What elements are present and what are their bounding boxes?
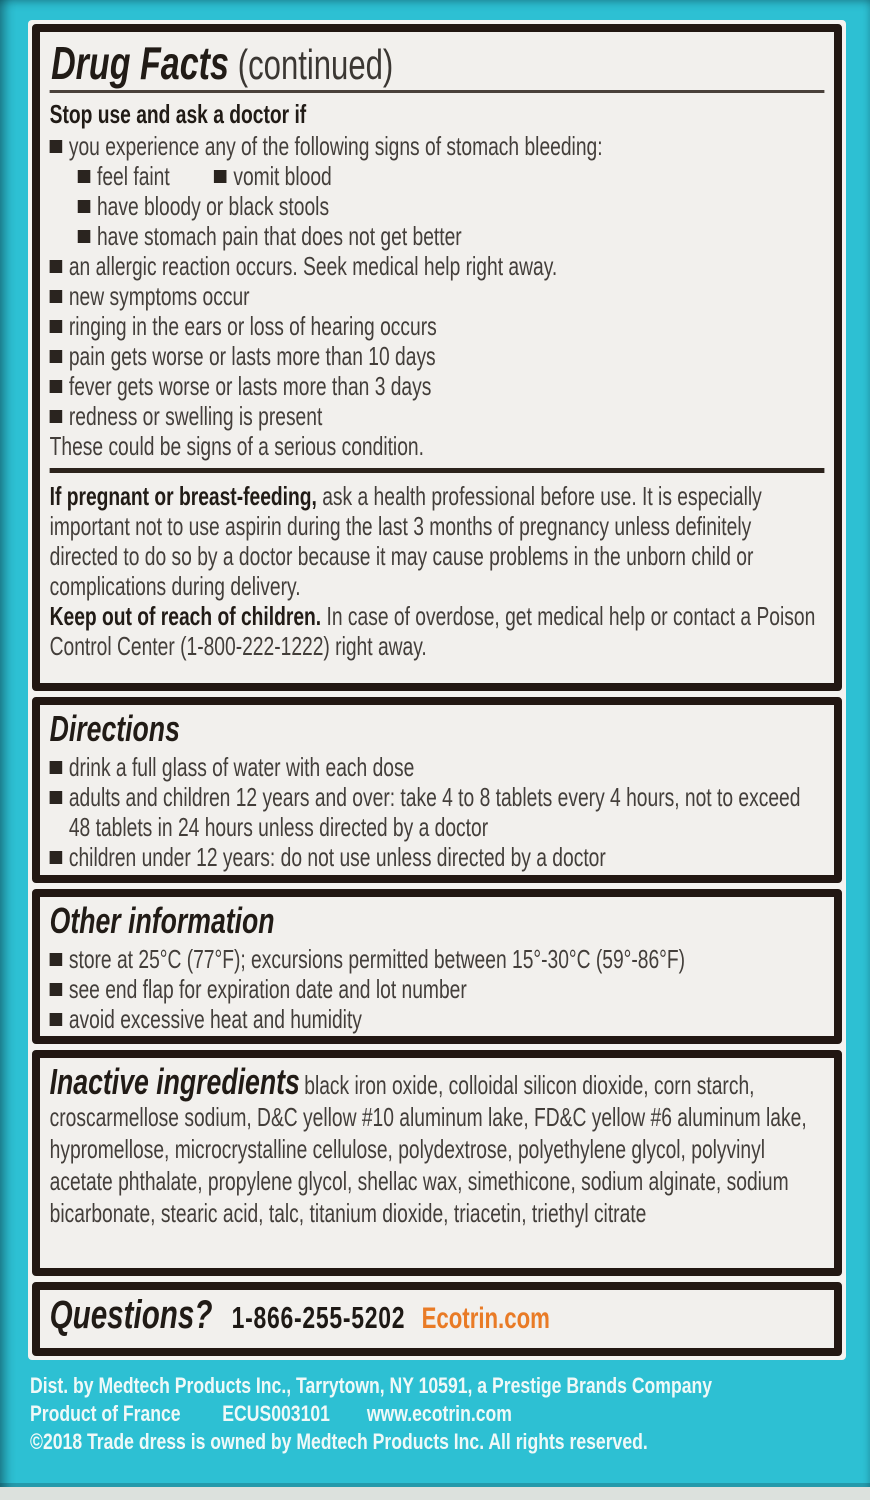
bullet-item [78, 161, 825, 191]
bullet-item [50, 401, 825, 431]
bullet-text: new symptoms occur [68, 281, 250, 311]
bullet-text: have stomach pain that does not get better [96, 221, 462, 251]
bullet-square-icon [50, 350, 63, 363]
bullet-text: avoid excessive heat and humidity [68, 1004, 362, 1034]
bullet-square-icon [50, 1013, 63, 1026]
stop-use-heading: Stop use and ask a doctor if [49, 99, 307, 129]
directions-heading: Directions [49, 708, 180, 749]
pregnancy-warning-lead: If pregnant or breast-feeding, [49, 481, 317, 511]
section-other-information [32, 889, 842, 1044]
keep-out-body: In case of overdose, get medical help or contact a Poison Control Center (1-800-222-1222) right away. [49, 601, 816, 661]
pregnancy-warning [50, 481, 825, 601]
bullet-item [50, 281, 825, 311]
bullet-item [50, 131, 825, 161]
bullet-text: drink a full glass of water with each dose [68, 752, 415, 782]
bullet-square-icon [50, 260, 63, 273]
keep-out-of-reach-warning [50, 601, 825, 661]
inactive-ingredients-paragraph [49, 1061, 825, 1229]
drug-facts-panel [28, 20, 846, 1360]
bullet-item [50, 752, 825, 782]
bullet-text: have bloody or black stools [96, 191, 330, 221]
serious-condition-note: These could be signs of a serious condition. [49, 431, 424, 461]
bullet-item [50, 944, 825, 974]
footer-website: www.ecotrin.com [366, 1401, 512, 1426]
bullet-text: feel faint [96, 161, 170, 191]
bullet-square-icon [214, 170, 227, 183]
bullet-square-icon [78, 170, 91, 183]
bullet-square-icon [50, 140, 63, 153]
questions-phone-number: 1-866-255-5202 [231, 1300, 406, 1335]
questions-website-link: Ecotrin.com [421, 1302, 550, 1335]
bullet-text: adults and children 12 years and over: take 4 to 8 tablets every 4 hours, not to exceed 48 tablets in 24 hours unless directed by a doctor [68, 782, 801, 842]
bullet-square-icon [78, 230, 91, 243]
drug-facts-continued: (continued) [237, 41, 394, 88]
bullet-item [50, 251, 825, 281]
bullet-item [78, 221, 825, 251]
questions-heading: Questions? [49, 1293, 213, 1337]
footer-product-of-france: Product of France [30, 1401, 181, 1426]
bullet-square-icon [50, 791, 63, 804]
bullet-text: store at 25°C (77°F); excursions permitted between 15°-30°C (59°-86°F) [68, 944, 686, 974]
section-inactive-ingredients [32, 1050, 842, 1276]
pregnancy-warning-body: ask a health professional before use. It is especially important not to use aspirin during the last 3 months of pregnancy unless definitely directed to do so by a doctor because it may cause problems in the unborn child or complications during delivery. [49, 481, 762, 601]
other-information-heading: Other information [49, 900, 275, 941]
bullet-text: ringing in the ears or loss of hearing occurs [68, 311, 437, 341]
bullet-square-icon [50, 851, 63, 864]
footer-product-code: ECUS003101 [222, 1401, 330, 1426]
bullet-text: fever gets worse or lasts more than 3 days [68, 371, 432, 401]
package-bottom-edge [0, 1487, 870, 1500]
bullet-square-icon [50, 953, 63, 966]
bullet-item [50, 1004, 825, 1034]
footer-product-line [30, 1400, 870, 1428]
distributor-footer [30, 1372, 870, 1456]
section-drug-facts-main [32, 24, 842, 691]
bullet-square-icon [50, 290, 63, 303]
bullet-square-icon [50, 983, 63, 996]
drug-facts-title [51, 37, 824, 89]
bullet-item [50, 974, 825, 1004]
bullet-text: children under 12 years: do not use unless directed by a doctor [68, 842, 606, 872]
inactive-ingredients-list: black iron oxide, colloidal silicon dioxide, corn starch, croscarmellose sodium, D&C yellow #10 aluminum lake, FD&C yellow #6 aluminum lake, hypromellose, microcrystalline cellulose, polydextrose, polyethylene glycol, polyvinyl acetate phthalate, propylene glycol, shellac wax, simethicone, sodium alginate, sodium bicarbonate, stearic acid, talc, titanium dioxide, triacetin, triethyl citrate [49, 1070, 807, 1228]
drug-facts-title-bold: Drug Facts [51, 37, 229, 89]
bullet-item [50, 371, 825, 401]
header-divider [50, 90, 825, 93]
bullet-text: see end flap for expiration date and lot number [68, 974, 467, 1004]
bullet-text: an allergic reaction occurs. Seek medical help right away. [68, 251, 558, 281]
bullet-item [50, 311, 825, 341]
bullet-text: you experience any of the following signs of stomach bleeding: [68, 131, 603, 161]
bullet-item [50, 782, 825, 842]
bullet-square-icon [78, 200, 91, 213]
warnings-divider [50, 468, 825, 473]
footer-copyright-line: ©2018 Trade dress is owned by Medtech Products Inc. All rights reserved. [30, 1429, 648, 1454]
bullet-square-icon [50, 410, 63, 423]
bullet-item [78, 191, 825, 221]
bullet-square-icon [50, 380, 63, 393]
keep-out-lead: Keep out of reach of children. [49, 601, 322, 631]
bullet-item [50, 842, 825, 872]
bullet-text: pain gets worse or lasts more than 10 days [68, 341, 436, 371]
bullet-square-icon [50, 320, 63, 333]
footer-distributor-line: Dist. by Medtech Products Inc., Tarrytown, NY 10591, a Prestige Brands Company [30, 1373, 713, 1398]
bullet-item [50, 341, 825, 371]
section-directions [32, 697, 842, 883]
inactive-ingredients-heading: Inactive ingredients [49, 1061, 300, 1102]
bullet-text: redness or swelling is present [68, 401, 323, 431]
bullet-text: vomit blood [233, 161, 332, 191]
section-questions [32, 1282, 842, 1356]
bullet-square-icon [50, 761, 63, 774]
